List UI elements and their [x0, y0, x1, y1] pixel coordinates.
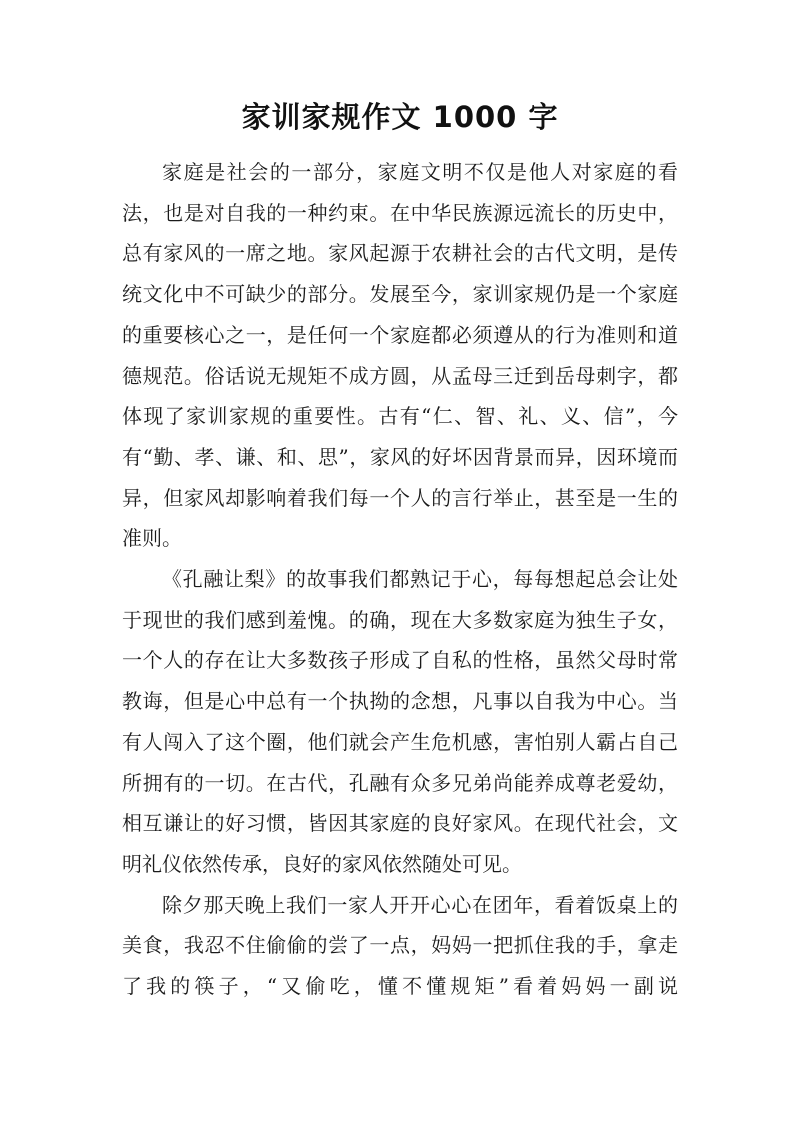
paragraph-1: 家庭是社会的一部分，家庭文明不仅是他人对家庭的看法，也是对自我的一种约束。在中华民族源远流长的历史中，总有家风的一席之地。家风起源于农耕社会的古代文明，是传统文化中不可缺少的部分。发展至今，家训家规仍是一个家庭的重要核心之一，是任何一个家庭都必须遵从的行为准则和道德规范。俗话说无规矩不成方圆，从孟母三迁到岳母刺字，都体现了家训家规的重要性。古有“仁、智、礼、义、信”，今有“勤、孝、谦、和、思”，家风的好坏因背景而异，因环境而异，但家风却影响着我们每一个人的言行举止，甚至是一生的准则。 — [122, 160, 678, 551]
document-title: 家训家规作文 1000 字 — [241, 100, 559, 134]
paragraph-2: 《孔融让梨》的故事我们都熟记于心，每每想起总会让处于现世的我们感到羞愧。的确，现在大多数家庭为独生子女，一个人的存在让大多数孩子形成了自私的性格，虽然父母时常教诲，但是心中总有一个执拗的念想，凡事以自我为中心。当有人闯入了这个圈，他们就会产生危机感，害怕别人霸占自己所拥有的一切。在古代，孔融有众多兄弟尚能养成尊老爱幼，相互谦让的好习惯，皆因其家庭的良好家风。在现代社会，文明礼仪依然传承，良好的家风依然随处可见。 — [122, 567, 678, 876]
paragraph-3: 除夕那天晚上我们一家人开开心心在团年，看着饭桌上的美食，我忍不住偷偷的尝了一点，妈妈一把抓住我的手，拿走了我的筷子，“又偷吃，懂不懂规矩”看着妈妈一副说 — [122, 892, 678, 999]
document-body — [122, 152, 678, 1007]
